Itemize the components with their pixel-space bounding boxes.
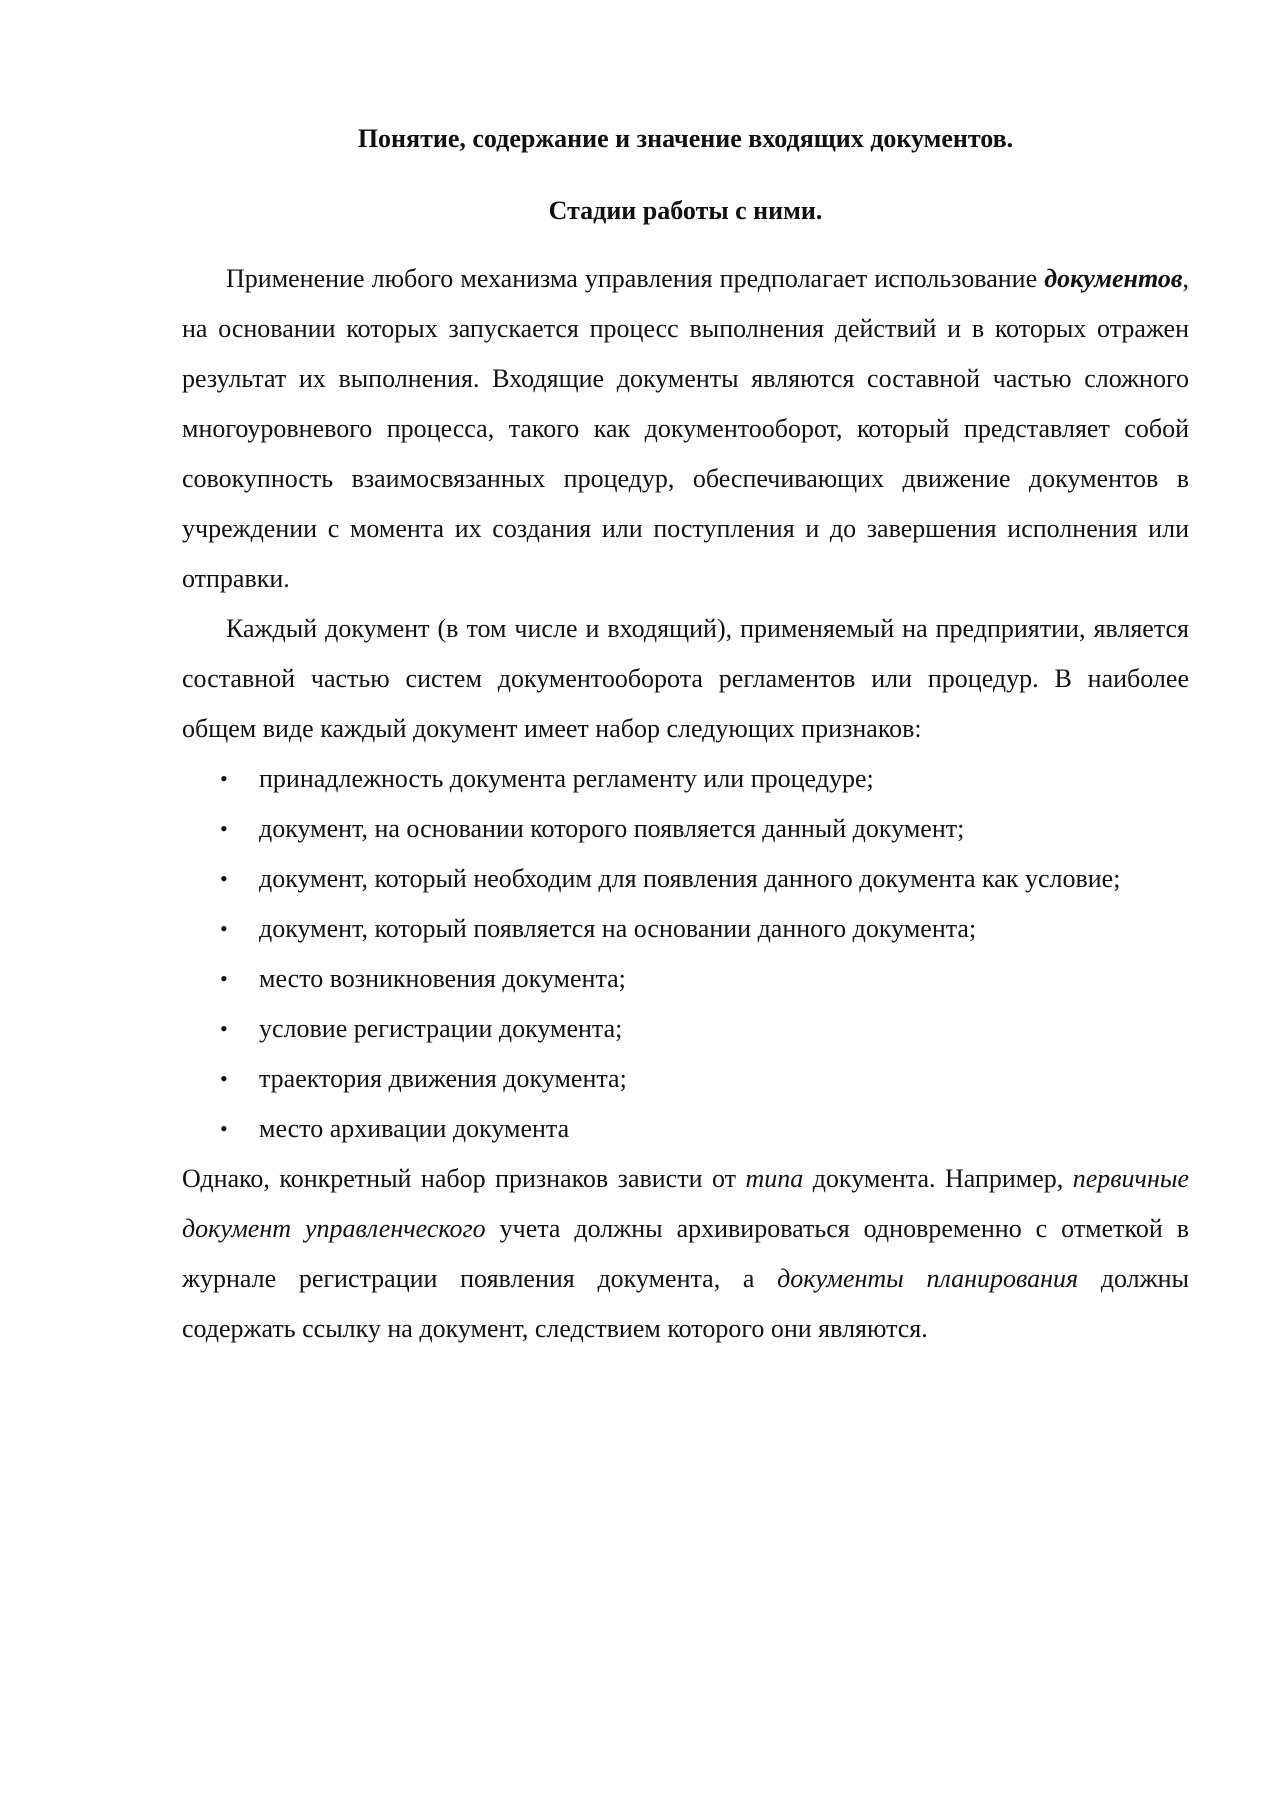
list-item <box>182 904 1189 954</box>
italic-primary-documents: первичные документ управленческого <box>182 1164 1189 1243</box>
conclusion-part-3: учета должны архивироваться одновременно с отметкой в журнале регистрации появления документа, а <box>182 1214 1189 1293</box>
list-item-text: документ, который появляется на основании данного документа; <box>259 914 977 943</box>
bullet-icon: • <box>220 1116 228 1141</box>
list-item <box>182 1054 1189 1104</box>
document-page <box>182 120 1189 1354</box>
list-item-text: траектория движения документа; <box>259 1064 627 1093</box>
list-item <box>182 854 1189 904</box>
conclusion-part-1: Однако, конкретный набор признаков зависти от <box>182 1164 746 1193</box>
paragraph-intro <box>182 254 1189 604</box>
conclusion-part-2: документа. Например, <box>803 1164 1073 1193</box>
list-item-text: документ, на основании которого появляется данный документ; <box>259 814 965 843</box>
italic-planning-documents: документы планирования <box>777 1264 1079 1293</box>
paragraph-intro-rest: , на основании которых запускается процесс выполнения действий и в которых отражен результат их выполнения. Входящие документы являются составной частью сложного многоуровневого процесса, такого как документооборот, который представляет собой совокупность взаимосвязанных процедур, обеспечивающих движение документов в учреждении с момента их создания или поступления и до завершения исполнения или отправки. <box>182 264 1189 593</box>
list-item <box>182 1104 1189 1154</box>
list-item-text: принадлежность документа регламенту или процедуре; <box>259 764 874 793</box>
paragraph-intro-start: Применение любого механизма управления предполагает использование <box>226 264 1045 293</box>
list-item <box>182 804 1189 854</box>
list-item-text: место архивации документа <box>259 1114 570 1143</box>
bullet-icon: • <box>220 1066 228 1091</box>
paragraph-conclusion <box>182 1154 1189 1354</box>
document-title: Понятие, содержание и значение входящих документов. <box>357 124 1014 153</box>
bullet-icon: • <box>220 866 228 891</box>
bullet-icon: • <box>220 816 228 841</box>
bullet-icon: • <box>220 966 228 991</box>
emphasis-documents: документов <box>1044 264 1183 293</box>
list-item <box>182 954 1189 1004</box>
document-subtitle: Стадии работы с ними. <box>548 196 823 225</box>
list-item-text: документ, который необходим для появления данного документа как условие; <box>259 864 1121 893</box>
bullet-icon: • <box>220 916 228 941</box>
italic-type: типа <box>745 1164 804 1193</box>
conclusion-part-4: должны содержать ссылку на документ, следствием которого они являются. <box>182 1264 1189 1343</box>
paragraph-features-intro: Каждый документ (в том числе и входящий), применяемый на предприятии, является составной частью систем документооборота регламентов или процедур. В наиболее общем виде каждый документ имеет набор следующих признаков: <box>182 614 1189 743</box>
list-item <box>182 1004 1189 1054</box>
list-item-text: условие регистрации документа; <box>259 1014 623 1043</box>
list-item-text: место возникновения документа; <box>259 964 626 993</box>
bullet-icon: • <box>220 766 228 791</box>
bullet-icon: • <box>220 1016 228 1041</box>
features-list <box>182 754 1189 1154</box>
list-item <box>182 754 1189 804</box>
